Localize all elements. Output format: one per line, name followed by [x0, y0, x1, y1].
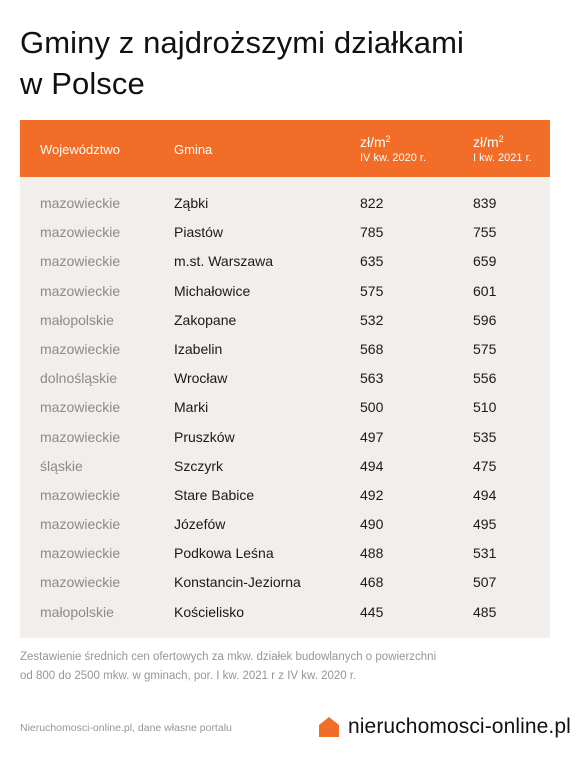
cell-gmina: Józefów	[174, 516, 226, 533]
header-period: IV kw. 2020 r.	[360, 152, 427, 164]
header-unit-sup: 2	[385, 134, 391, 144]
table-row	[20, 334, 550, 363]
table-header	[20, 120, 550, 177]
header-unit	[473, 130, 532, 151]
note-line-2: od 800 do 2500 mkw. w gminach, por. I kw. 2021 r z IV kw. 2020 r.	[20, 670, 357, 682]
table-row	[20, 276, 550, 305]
cell-price-q4-2020: 494	[360, 457, 384, 474]
cell-price-q1-2021: 535	[473, 428, 497, 445]
header-q1-2021	[473, 130, 532, 165]
cell-voivodeship: śląskie	[40, 457, 83, 474]
cell-price-q4-2020: 468	[360, 574, 384, 591]
cell-gmina: m.st. Warszawa	[174, 253, 274, 270]
header-period: I kw. 2021 r.	[473, 152, 532, 164]
cell-price-q1-2021: 556	[473, 370, 497, 387]
cell-gmina: Michałowice	[174, 282, 251, 299]
cell-voivodeship: mazowieckie	[40, 224, 121, 241]
cell-price-q4-2020: 488	[360, 545, 384, 562]
table-row	[20, 305, 550, 334]
cell-gmina: Stare Babice	[174, 486, 255, 503]
cell-gmina: Szczyrk	[174, 457, 223, 474]
cell-voivodeship: mazowieckie	[40, 545, 121, 562]
source-credit: Nieruchomosci-online.pl, dane własne portalu	[20, 722, 232, 734]
cell-price-q4-2020: 490	[360, 516, 384, 533]
cell-voivodeship: mazowieckie	[40, 282, 121, 299]
cell-voivodeship: mazowieckie	[40, 516, 121, 533]
cell-voivodeship: mazowieckie	[40, 340, 121, 357]
table-row	[20, 538, 550, 567]
table-body	[20, 188, 550, 626]
cell-price-q4-2020: 497	[360, 428, 384, 445]
cell-price-q1-2021: 755	[473, 224, 497, 241]
table-row	[20, 451, 550, 480]
table-row	[20, 480, 550, 509]
cell-price-q4-2020: 568	[360, 340, 384, 357]
table-row	[20, 422, 550, 451]
table-row	[20, 567, 550, 596]
cell-gmina: Marki	[174, 399, 209, 416]
cell-price-q4-2020: 785	[360, 224, 384, 241]
cell-price-q4-2020: 575	[360, 282, 384, 299]
cell-price-q4-2020: 822	[360, 195, 384, 211]
table-row	[20, 188, 550, 217]
cell-price-q1-2021: 575	[473, 340, 497, 357]
cell-voivodeship: dolnośląskie	[40, 370, 118, 387]
cell-voivodeship: mazowieckie	[40, 195, 121, 211]
cell-gmina: Kościelisko	[174, 603, 245, 620]
table-row	[20, 363, 550, 392]
cell-price-q1-2021: 475	[473, 457, 497, 474]
cell-price-q1-2021: 659	[473, 253, 497, 270]
cell-price-q1-2021: 495	[473, 516, 497, 533]
cell-price-q1-2021: 507	[473, 574, 497, 591]
cell-price-q1-2021: 839	[473, 195, 497, 211]
cell-voivodeship: mazowieckie	[40, 486, 121, 503]
cell-price-q1-2021: 601	[473, 282, 497, 299]
header-unit-text: zł/m	[360, 134, 386, 150]
cell-voivodeship: małopolskie	[40, 311, 114, 328]
cell-price-q1-2021: 485	[473, 603, 497, 620]
cell-gmina: Wrocław	[174, 370, 228, 387]
brand-logo	[318, 712, 571, 742]
cell-price-q4-2020: 492	[360, 486, 384, 503]
title-line-2: w Polsce	[20, 66, 145, 101]
header-unit	[360, 130, 426, 151]
cell-price-q1-2021: 494	[473, 486, 497, 503]
brand-text: nieruchomosci-online.pl	[348, 715, 571, 738]
cell-price-q1-2021: 510	[473, 399, 497, 416]
table-row	[20, 246, 550, 275]
cell-price-q4-2020: 500	[360, 399, 384, 416]
table-row	[20, 392, 550, 421]
cell-price-q4-2020: 445	[360, 603, 384, 620]
cell-price-q1-2021: 531	[473, 545, 497, 562]
table-row	[20, 217, 550, 246]
cell-gmina: Konstancin-Jeziorna	[174, 574, 301, 591]
cell-gmina: Piastów	[174, 224, 224, 241]
note-line-1: Zestawienie średnich cen ofertowych za mkw. działek budowlanych o powierzchni	[20, 651, 437, 663]
header-unit-sup: 2	[498, 134, 504, 144]
methodology-note	[20, 648, 560, 686]
cell-voivodeship: małopolskie	[40, 603, 114, 620]
header-gmina: Gmina	[174, 142, 213, 157]
cell-price-q1-2021: 596	[473, 311, 497, 328]
cell-gmina: Podkowa Leśna	[174, 545, 274, 562]
table-row	[20, 509, 550, 538]
cell-price-q4-2020: 532	[360, 311, 384, 328]
cell-voivodeship: mazowieckie	[40, 428, 121, 445]
header-q4-2020	[360, 130, 426, 165]
header-unit-text: zł/m	[473, 134, 499, 150]
cell-voivodeship: mazowieckie	[40, 253, 121, 270]
cell-gmina: Ząbki	[174, 195, 209, 211]
page-title	[20, 22, 560, 104]
cell-gmina: Zakopane	[174, 311, 237, 328]
cell-gmina: Pruszków	[174, 428, 235, 445]
cell-price-q4-2020: 563	[360, 370, 384, 387]
table-row	[20, 597, 550, 626]
cell-voivodeship: mazowieckie	[40, 399, 121, 416]
title-line-1: Gminy z najdroższymi działkami	[20, 25, 464, 60]
header-voivodeship: Województwo	[40, 142, 120, 157]
cell-price-q4-2020: 635	[360, 253, 384, 270]
house-icon	[318, 716, 340, 738]
prices-table	[20, 120, 550, 638]
cell-voivodeship: mazowieckie	[40, 574, 121, 591]
cell-gmina: Izabelin	[174, 340, 223, 357]
